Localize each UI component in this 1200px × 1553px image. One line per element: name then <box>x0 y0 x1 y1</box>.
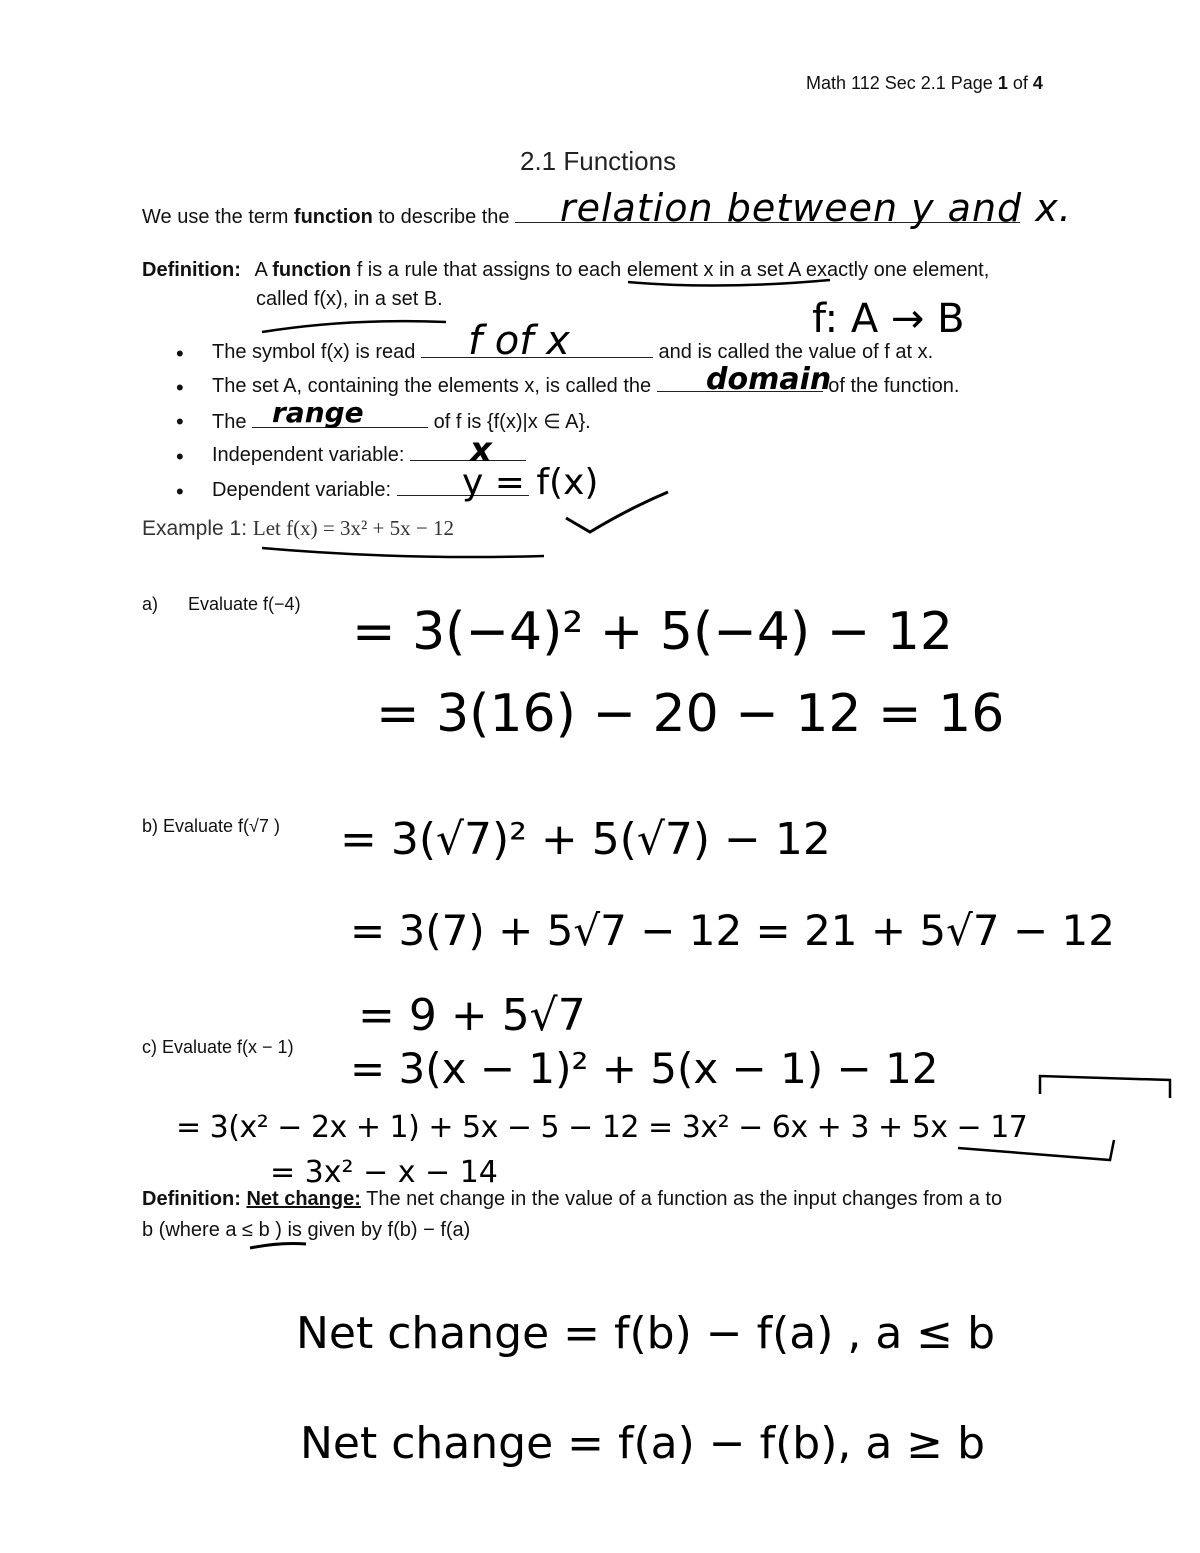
definition-2-line-1 <box>142 1188 1002 1211</box>
page-header <box>806 73 1043 94</box>
ink-underline-example <box>262 548 544 557</box>
ink-underline-where <box>250 1244 306 1249</box>
example-1 <box>142 516 454 541</box>
bullet-2-before: The set A, containing the elements x, is called the <box>212 375 652 397</box>
intro-term: function <box>293 206 373 228</box>
bullet-3-handwritten: range <box>272 396 364 429</box>
part-b-work-line-1: = 3(√7)² + 5(√7) − 12 <box>340 814 831 865</box>
mapping-handwritten: f: A → B <box>812 296 965 342</box>
part-c-work-line-3: = 3x² − x − 14 <box>270 1155 498 1190</box>
part-a-label: a) <box>142 594 159 614</box>
part-c-label: c) Evaluate f(x − 1) <box>142 1037 294 1057</box>
bullet-1-before: The symbol f(x) is read <box>212 341 416 363</box>
bullet-5-before: Dependent variable: <box>212 479 392 501</box>
bullet-3-before: The <box>212 411 247 433</box>
header-total-pages: 4 <box>1032 73 1043 93</box>
intro-text2: to describe the <box>378 206 510 228</box>
part-b-work-line-2: = 3(7) + 5√7 − 12 = 21 + 5√7 − 12 <box>350 906 1115 955</box>
definition-1-line-1 <box>142 259 989 282</box>
intro-text: We use the term <box>142 206 289 228</box>
bullet-domain <box>212 375 959 398</box>
definition-1-line-2: called f(x), in a set B. <box>256 288 443 310</box>
bullet-1-after: and is called the value of f at x. <box>658 341 934 363</box>
definition-2-line-2: b (where a ≤ b ) is given by f(b) − f(a) <box>142 1219 471 1241</box>
net-change-note-1: Net change = f(b) − f(a) , a ≤ b <box>296 1308 996 1359</box>
bullet-2-after: of the function. <box>828 375 960 397</box>
part-a-prompt: Evaluate f(−4) <box>188 594 301 614</box>
header-course: Math 112 Sec 2.1 Page <box>806 73 993 93</box>
bullet-1-handwritten: f of x <box>468 318 570 364</box>
definition-1-text: f is a rule that assigns to each element x in a set A exactly one element, <box>356 259 990 281</box>
definition-1-a: A <box>254 259 267 281</box>
example-1-label: Example 1: <box>142 517 248 540</box>
bullet-5-handwritten: y = f(x) <box>462 462 599 503</box>
definition-2-term: Net change: <box>246 1188 361 1210</box>
bullet-4-before: Independent variable: <box>212 444 405 466</box>
part-a-work-line-1: = 3(−4)² + 5(−4) − 12 <box>352 602 953 662</box>
bullet-3-after: of f is {f(x)|x ∈ A}. <box>433 411 591 433</box>
definition-1-label: Definition: <box>142 259 241 281</box>
part-c-work-line-2: = 3(x² − 2x + 1) + 5x − 5 − 12 = 3x² − 6x + 3 + 5x − 17 <box>176 1110 1028 1145</box>
bullet-symbol-read <box>212 341 933 364</box>
net-change-note-2: Net change = f(a) − f(b), a ≥ b <box>300 1418 986 1469</box>
example-1-statement: Let f(x) = 3x² + 5x − 12 <box>252 516 454 540</box>
part-c-work-line-1: = 3(x − 1)² + 5(x − 1) − 12 <box>350 1044 939 1093</box>
bullet-range <box>212 409 591 434</box>
part-b-work-line-3: = 9 + 5√7 <box>358 990 586 1041</box>
part-a-work-line-2: = 3(16) − 20 − 12 = 16 <box>376 684 1005 744</box>
part-b-label: b) Evaluate f(√7 ) <box>142 816 280 836</box>
header-of: of <box>1012 73 1028 93</box>
bullet-4-blank <box>410 460 526 461</box>
bullet-2-handwritten: domain <box>706 362 832 397</box>
intro-handwritten-answer: relation between y and x. <box>560 186 1072 230</box>
definition-2-text: The net change in the value of a function as the input changes from a to <box>366 1188 1003 1210</box>
definition-1-term: function <box>272 259 352 281</box>
header-page-number: 1 <box>997 73 1008 93</box>
page-title: 2.1 Functions <box>520 146 677 176</box>
definition-2-label: Definition: <box>142 1188 241 1210</box>
bullet-4-handwritten: x <box>470 430 492 470</box>
ink-overline-called <box>262 321 446 332</box>
